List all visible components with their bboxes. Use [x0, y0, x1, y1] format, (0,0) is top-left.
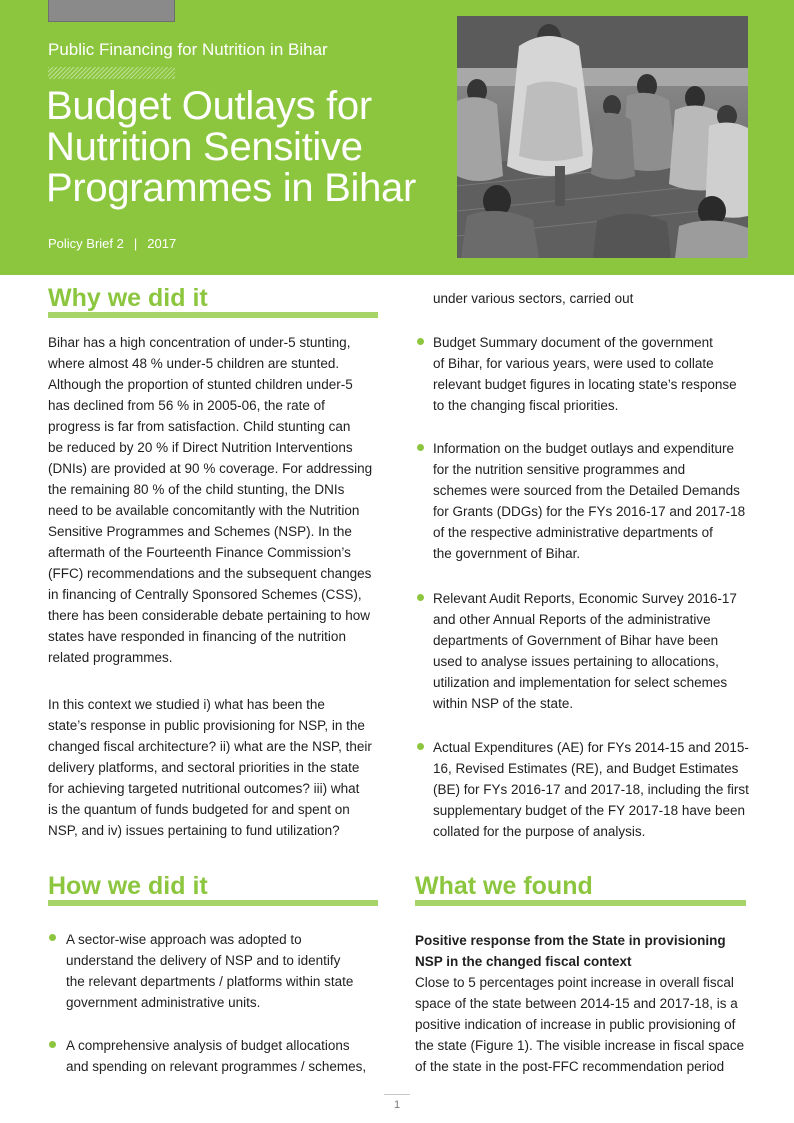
brief-separator: | [133, 236, 138, 251]
page-number-rule [384, 1094, 410, 1095]
text-line: collated for the purpose of analysis. [433, 824, 646, 839]
text-line: relevant budget figures in locating state’s response [433, 377, 737, 392]
text-line: A sector-wise approach was adopted to [66, 932, 302, 947]
section-rule-how [48, 900, 378, 906]
section-heading-why: Why we did it [48, 284, 208, 312]
text-line: Relevant Audit Reports, Economic Survey 2016-17 [433, 591, 737, 606]
text-line: the relevant departments / platforms within state [66, 974, 354, 989]
title-line: Nutrition Sensitive [46, 125, 363, 169]
text-line: changed fiscal architecture? ii) what are the NSP, their [48, 739, 372, 754]
text-line: government administrative units. [66, 995, 261, 1010]
why-paragraph-1 [48, 332, 378, 668]
title-line: Budget Outlays for [46, 84, 372, 128]
text-line: for Grants (DDGs) for the FYs 2016-17 and 2017-18 [433, 504, 746, 519]
text-line: state’s response in public provisioning for NSP, in the [48, 718, 365, 733]
text-line: (FFC) recommendations and the subsequent changes [48, 566, 372, 581]
section-rule-why [48, 312, 378, 318]
brief-year: 2017 [147, 236, 177, 251]
text-line: the remaining 80 % of the child stunting, the DNIs [48, 482, 345, 497]
how-bullet-1 [66, 929, 378, 1013]
text-line: to the changing fiscal priorities. [433, 398, 619, 413]
text-line: for the nutrition sensitive programmes and [433, 462, 686, 477]
text-line: has declined from 56 % in 2005-06, the rate of [48, 398, 325, 413]
text-line: and other Annual Reports of the administrative [433, 612, 711, 627]
text-line: Actual Expenditures (AE) for FYs 2014-15 and 2015- [433, 740, 749, 755]
page-number: 1 [393, 1099, 401, 1111]
text-line: (DNIs) are provided at 90 % coverage. For addressing [48, 461, 373, 476]
text-line: Close to 5 percentages point increase in overall fiscal [415, 975, 734, 990]
series-title: Public Financing for Nutrition in Bihar [48, 40, 328, 59]
brief-info [48, 236, 176, 251]
how-bullet-4 [433, 438, 753, 564]
how-bullet-2 [66, 1035, 378, 1077]
bullet-icon [417, 444, 424, 451]
text-line: understand the delivery of NSP and to identify [66, 953, 341, 968]
text-line: supplementary budget of the FY 2017-18 have been [433, 803, 745, 818]
text-line: Bihar has a high concentration of under-5 stunting, [48, 335, 351, 350]
text-line: Sensitive Programmes and Schemes (NSP). In the [48, 524, 352, 539]
text-line: within NSP of the state. [433, 696, 574, 711]
text-line: and spending on relevant programmes / schemes, [66, 1059, 367, 1074]
title-line: Programmes in Bihar [46, 166, 416, 210]
text-line: NSP, and iv) issues pertaining to fund utilization? [48, 823, 340, 838]
text-line: of Bihar, for various years, were used to collate [433, 356, 714, 371]
text-line: utilization and implementation for select schemes [433, 675, 728, 690]
text-line: used to analyse issues pertaining to allocations, [433, 654, 719, 669]
bullet-icon [417, 594, 424, 601]
text-line: the state (Figure 1). The visible increase in fiscal space [415, 1038, 745, 1053]
text-line: is the quantum of funds budgeted for and spent on [48, 802, 350, 817]
how-continuation: under various sectors, carried out [433, 291, 634, 306]
photo-women-group-meeting-icon [457, 16, 748, 258]
text-line: 16, Revised Estimates (RE), and Budget Estimates [433, 761, 739, 776]
found-body [415, 972, 750, 1077]
text-line: need to be available concomitantly with the Nutrition [48, 503, 360, 518]
text-line: A comprehensive analysis of budget allocations [66, 1038, 350, 1053]
found-subheading [415, 930, 750, 972]
text-line: In this context we studied i) what has been the [48, 697, 325, 712]
text-line: schemes were sourced from the Detailed Demands [433, 483, 740, 498]
text-line: the government of Bihar. [433, 546, 581, 561]
text-line: positive indication of increase in public provisioning of [415, 1017, 736, 1032]
text-line: states have responded in financing of the nutrition [48, 629, 346, 644]
text-line: be reduced by 20 % if Direct Nutrition Interventions [48, 440, 353, 455]
bullet-icon [49, 1041, 56, 1048]
text-line: (BE) for FYs 2016-17 and 2017-18, including the first [433, 782, 749, 797]
cover-photo [457, 16, 748, 258]
text-line: Although the proportion of stunted children under-5 [48, 377, 353, 392]
document-title [46, 86, 446, 209]
how-bullet-3 [433, 332, 753, 416]
bullet-icon [49, 934, 56, 941]
text-line: where almost 48 % under-5 children are stunted. [48, 356, 340, 371]
text-line: for achieving targeted nutritional outcomes? iii) what [48, 781, 360, 796]
why-paragraph-2 [48, 694, 378, 841]
text-line: related programmes. [48, 650, 173, 665]
text-line: delivery platforms, and sectoral priorities in the state [48, 760, 360, 775]
bullet-icon [417, 743, 424, 750]
text-line: progress is far from satisfaction. Child stunting can [48, 419, 351, 434]
header-banner [0, 0, 794, 275]
text-line: there has been considerable debate pertaining to how [48, 608, 370, 623]
section-heading-how: How we did it [48, 872, 208, 900]
bullet-icon [417, 338, 424, 345]
section-heading-found: What we found [415, 872, 593, 900]
text-line: Budget Summary document of the government [433, 335, 713, 350]
top-tab-strip [48, 0, 175, 22]
text-line: Information on the budget outlays and expenditure [433, 441, 734, 456]
text-line: departments of Government of Bihar have been [433, 633, 719, 648]
text-line: in financing of Centrally Sponsored Schemes (CSS), [48, 587, 362, 602]
text-line: space of the state between 2014-15 and 2017-18, is a [415, 996, 738, 1011]
section-rule-found [415, 900, 746, 906]
text-line: of the respective administrative departments of [433, 525, 713, 540]
brief-label: Policy Brief 2 [48, 236, 124, 251]
how-bullet-6 [433, 737, 753, 842]
text-line: NSP in the changed fiscal context [415, 954, 632, 969]
how-bullet-5 [433, 588, 753, 714]
text-line: of the state in the post-FFC recommendation period [415, 1059, 725, 1074]
text-line: aftermath of the Fourteenth Finance Commission’s [48, 545, 351, 560]
hatch-decoration [48, 67, 175, 79]
text-line: Positive response from the State in provisioning [415, 933, 726, 948]
